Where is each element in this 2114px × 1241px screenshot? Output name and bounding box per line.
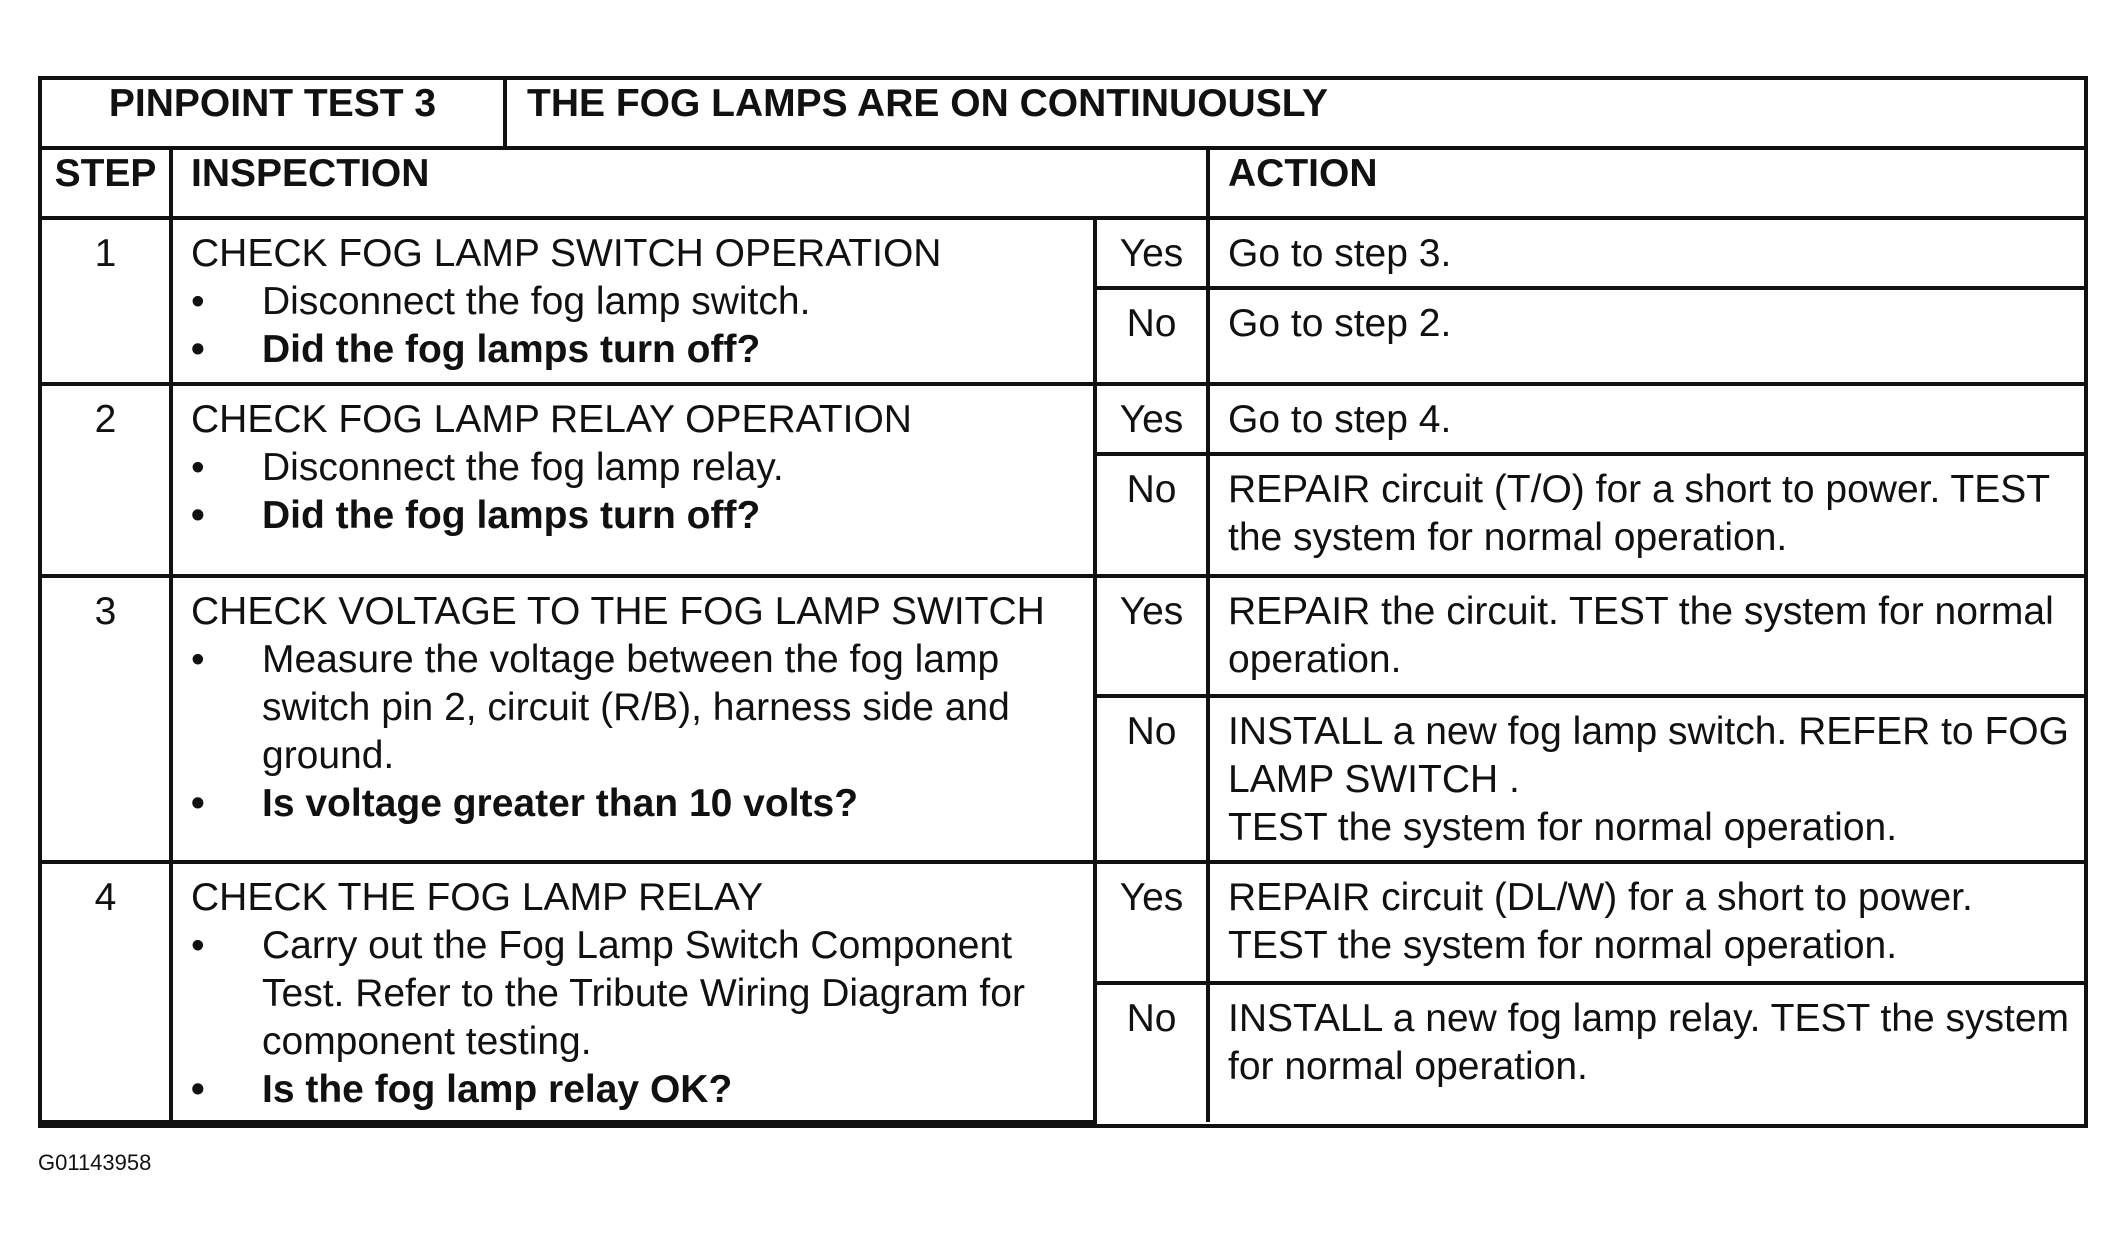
- inspection-bullet: • Carry out the Fog Lamp Switch Component Test. Refer to the Tribute Wiring Diagram for component testing.: [191, 922, 1077, 1066]
- yes-label: Yes: [1095, 218, 1208, 288]
- step-1-yes-row: [42, 218, 2084, 288]
- action-line: Go to step 4.: [1228, 398, 1452, 441]
- no-action: [1208, 288, 2084, 384]
- yes-label: Yes: [1095, 384, 1208, 454]
- step-number: 2: [42, 384, 171, 576]
- inspection-bullet: • Measure the voltage between the fog lamp switch pin 2, circuit (R/B), harness side and ground.: [191, 636, 1077, 780]
- test-condition: THE FOG LAMPS ARE ON CONTINUOUSLY: [505, 80, 2084, 148]
- action-line: REPAIR circuit (DL/W) for a short to power. TEST the system for normal operation.: [1228, 876, 1973, 967]
- yes-label: Yes: [1095, 576, 1208, 696]
- action-line: INSTALL a new fog lamp relay. TEST the system for normal operation.: [1228, 996, 2070, 1088]
- inspection-title: CHECK FOG LAMP RELAY OPERATION: [191, 398, 912, 441]
- step-number: 4: [42, 862, 171, 1122]
- test-name: PINPOINT TEST 3: [42, 80, 505, 148]
- yes-label: Yes: [1095, 862, 1208, 983]
- header-action: ACTION: [1208, 148, 2084, 218]
- inspection-question: • Is voltage greater than 10 volts?: [191, 780, 1077, 828]
- inspection-title: CHECK VOLTAGE TO THE FOG LAMP SWITCH: [191, 590, 1045, 633]
- inspection-title: CHECK THE FOG LAMP RELAY: [191, 876, 764, 919]
- inspection-bullets: [191, 278, 1077, 374]
- no-label: No: [1095, 696, 1208, 862]
- no-label: No: [1095, 288, 1208, 384]
- action-line: TEST the system for normal operation.: [1228, 806, 1898, 849]
- action-line: REPAIR the circuit. TEST the system for normal operation.: [1228, 590, 2054, 681]
- step-2-yes-row: [42, 384, 2084, 454]
- no-action: [1208, 983, 2084, 1122]
- yes-action: [1208, 218, 2084, 288]
- header-row: [42, 148, 2084, 218]
- action-line: INSTALL a new fog lamp switch. REFER to FOG LAMP SWITCH .: [1228, 710, 2069, 801]
- yes-action: [1208, 384, 2084, 454]
- step-number: 1: [42, 218, 171, 384]
- yes-action: [1208, 862, 2084, 983]
- header-inspection: INSPECTION: [171, 148, 1208, 218]
- yes-action: [1208, 576, 2084, 696]
- inspection-bullets: [191, 636, 1077, 828]
- inspection-title: CHECK FOG LAMP SWITCH OPERATION: [191, 232, 942, 275]
- inspection-bullet: • Disconnect the fog lamp relay.: [191, 444, 1077, 492]
- action-line: REPAIR circuit (T/O) for a short to power. TEST the system for normal operation.: [1228, 468, 2050, 559]
- pinpoint-test-table-frame: [38, 76, 2088, 1128]
- step-3-yes-row: [42, 576, 2084, 696]
- inspection-bullets: [191, 444, 1077, 540]
- inspection-question: • Did the fog lamps turn off?: [191, 492, 1077, 540]
- action-line: Go to step 2.: [1228, 302, 1452, 345]
- no-action: [1208, 696, 2084, 862]
- no-label: No: [1095, 454, 1208, 576]
- pinpoint-test-table: [42, 80, 2084, 1124]
- step-3-inspection: [171, 576, 1095, 862]
- step-1-inspection: [171, 218, 1095, 384]
- step-4-yes-row: [42, 862, 2084, 983]
- step-number: 3: [42, 576, 171, 862]
- inspection-question: • Is the fog lamp relay OK?: [191, 1066, 1077, 1114]
- step-4-inspection: [171, 862, 1095, 1122]
- no-label: No: [1095, 983, 1208, 1122]
- header-step: STEP: [42, 148, 171, 218]
- inspection-question: • Did the fog lamps turn off?: [191, 326, 1077, 374]
- no-action: [1208, 454, 2084, 576]
- step-2-inspection: [171, 384, 1095, 576]
- inspection-bullets: [191, 922, 1077, 1114]
- inspection-bullet: • Disconnect the fog lamp switch.: [191, 278, 1077, 326]
- figure-id: G01143958: [38, 1150, 152, 1175]
- title-row: [42, 80, 2084, 148]
- action-line: Go to step 3.: [1228, 232, 1452, 275]
